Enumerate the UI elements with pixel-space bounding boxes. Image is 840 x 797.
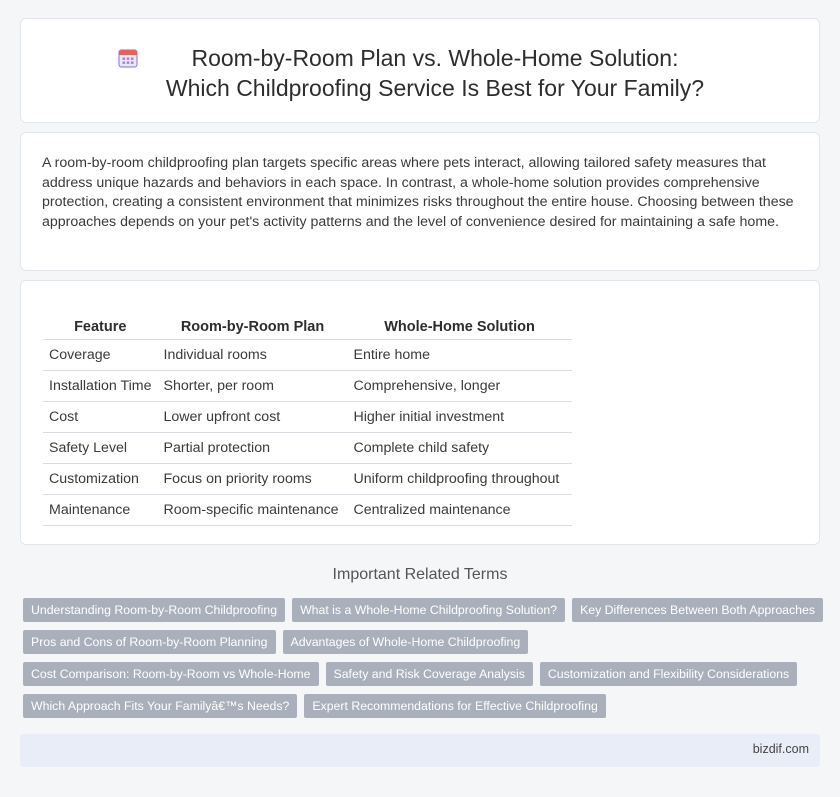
header-room-by-room: Room-by-Room Plan xyxy=(158,317,348,339)
table-row xyxy=(43,339,572,370)
cell-whole-home: Comprehensive, longer xyxy=(348,370,572,401)
title-wrap xyxy=(21,43,819,103)
related-term-tag[interactable]: Which Approach Fits Your Familyâ€™s Needs? xyxy=(23,694,297,718)
header-whole-home: Whole-Home Solution xyxy=(348,317,572,339)
cell-room-by-room: Shorter, per room xyxy=(158,370,348,401)
title-card xyxy=(20,18,820,123)
related-term-tag[interactable]: Safety and Risk Coverage Analysis xyxy=(326,662,533,686)
cell-room-by-room: Focus on priority rooms xyxy=(158,463,348,494)
header-feature: Feature xyxy=(43,317,158,339)
intro-paragraph: A room-by-room childproofing plan targets specific areas where pets interact, allowing tailored safety measures that address unique hazards and behaviors in each space. In contrast, a whole-home solution provides comprehensive protection, creating a consistent environment that minimizes risks throughout the entire house. Choosing between these approaches depends on your pet's activity patterns and the level of convenience desired for maintaining a safe home. xyxy=(42,155,794,230)
related-term-tag[interactable]: What is a Whole-Home Childproofing Solution? xyxy=(292,598,565,622)
comparison-card xyxy=(20,280,820,545)
cell-whole-home: Uniform childproofing throughout xyxy=(348,463,572,494)
footer-site-link[interactable]: bizdif.com xyxy=(752,742,809,756)
cell-whole-home: Entire home xyxy=(348,339,572,370)
table-header-row xyxy=(43,317,572,339)
cell-feature: Cost xyxy=(43,401,158,432)
comparison-table xyxy=(43,317,572,526)
related-term-tag[interactable]: Expert Recommendations for Effective Childproofing xyxy=(304,694,605,718)
cell-feature: Customization xyxy=(43,463,158,494)
table-row xyxy=(43,463,572,494)
cell-feature: Safety Level xyxy=(43,432,158,463)
calendar-icon xyxy=(117,47,139,69)
cell-whole-home: Higher initial investment xyxy=(348,401,572,432)
related-term-tag[interactable]: Customization and Flexibility Considerations xyxy=(540,662,797,686)
intro-card xyxy=(20,132,820,271)
related-terms-tags xyxy=(23,598,823,718)
cell-feature: Coverage xyxy=(43,339,158,370)
cell-feature: Maintenance xyxy=(43,494,158,525)
table-row xyxy=(43,494,572,525)
table-row xyxy=(43,370,572,401)
related-terms-heading: Important Related Terms xyxy=(332,566,508,583)
table-row xyxy=(43,401,572,432)
table-row xyxy=(43,432,572,463)
cell-room-by-room: Room-specific maintenance xyxy=(158,494,348,525)
related-term-tag[interactable]: Cost Comparison: Room-by-Room vs Whole-Home xyxy=(23,662,319,686)
page-title: Room-by-Room Plan vs. Whole-Home Solution: Which Childproofing Service Is Best for Your Family? xyxy=(165,45,705,101)
related-term-tag[interactable]: Advantages of Whole-Home Childproofing xyxy=(283,630,529,654)
related-term-tag[interactable]: Understanding Room-by-Room Childproofing xyxy=(23,598,285,622)
cell-feature: Installation Time xyxy=(43,370,158,401)
cell-room-by-room: Individual rooms xyxy=(158,339,348,370)
cell-room-by-room: Lower upfront cost xyxy=(158,401,348,432)
related-term-tag[interactable]: Pros and Cons of Room-by-Room Planning xyxy=(23,630,276,654)
cell-whole-home: Centralized maintenance xyxy=(348,494,572,525)
footer-bar xyxy=(20,734,820,767)
cell-whole-home: Complete child safety xyxy=(348,432,572,463)
related-term-tag[interactable]: Key Differences Between Both Approaches xyxy=(572,598,823,622)
cell-room-by-room: Partial protection xyxy=(158,432,348,463)
